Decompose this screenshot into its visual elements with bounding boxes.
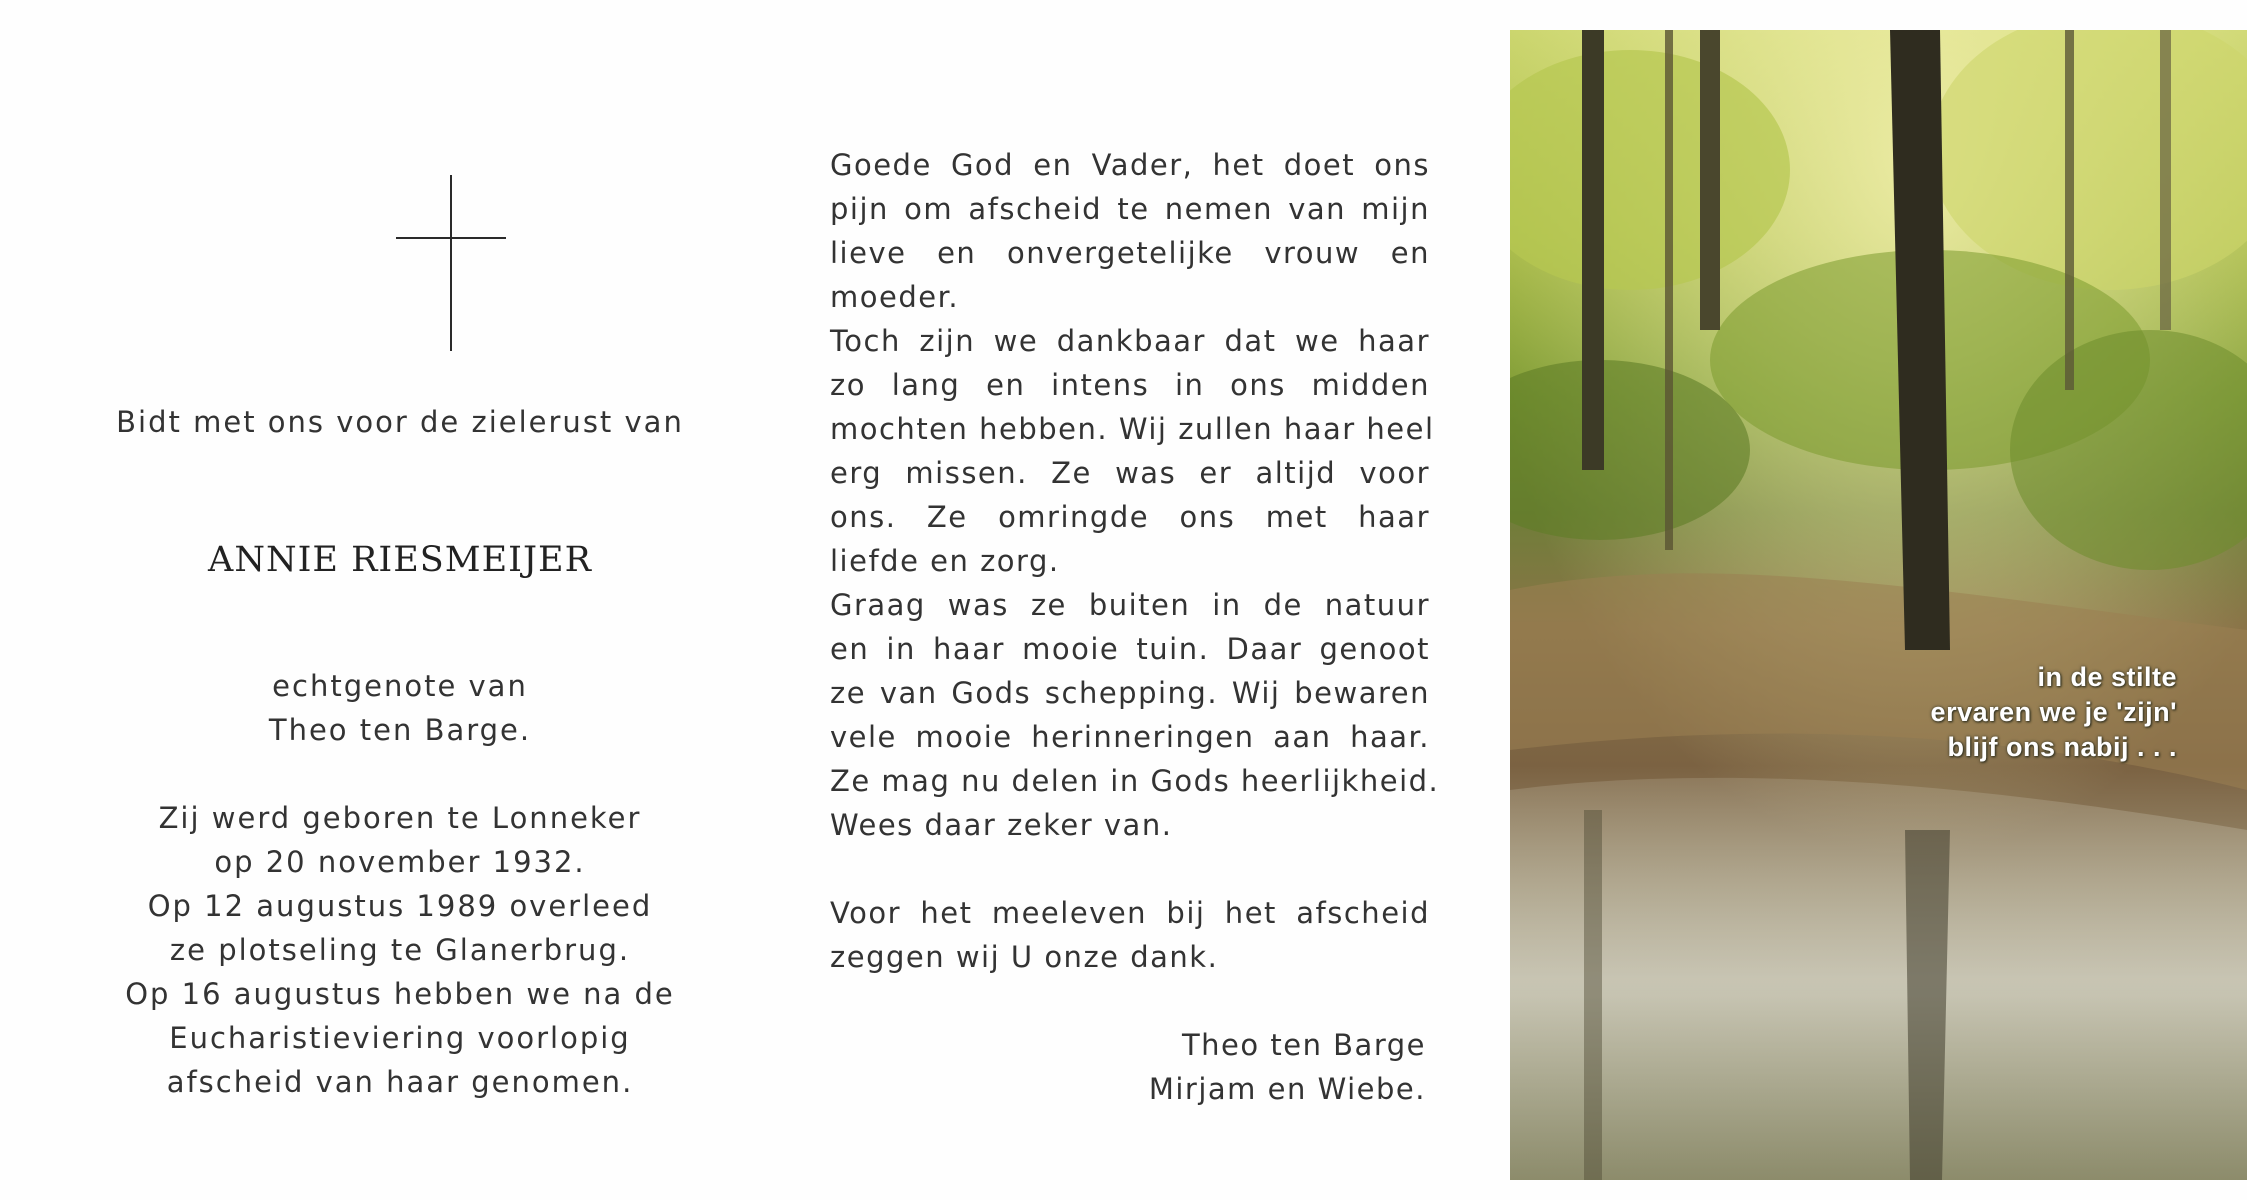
bio-line: afscheid van haar genomen. (166, 1065, 634, 1099)
prayer-line: Wees daar zeker van. (830, 808, 1173, 842)
bio-line: Op 12 augustus 1989 overleed (147, 889, 653, 923)
prayer-line: mochten hebben. Wij zullen haar heel (830, 412, 1435, 446)
prayer-line: erg missen. Ze was er altijd voor (830, 456, 1430, 490)
prayer-line: Ze mag nu delen in Gods heerlijkheid. (830, 764, 1440, 798)
prayer-line: en in haar mooie tuin. Daar genoot (830, 632, 1430, 666)
prayer-line: Graag was ze buiten in de natuur (830, 588, 1430, 622)
prayer-line: moeder. (830, 280, 960, 314)
prayer-line: ons. Ze omringde ons met haar (830, 500, 1430, 534)
prayer-line: liefde en zorg. (830, 544, 1060, 578)
thanks-line: zeggen wij U onze dank. (830, 940, 1219, 974)
signature-line: Mirjam en Wiebe. (1148, 1072, 1426, 1106)
prayer-line: pijn om afscheid te nemen van mijn (830, 192, 1430, 226)
prayer-line: Goede God en Vader, het doet ons (830, 148, 1430, 182)
deceased-name: ANNIE RIESMEIJER (208, 540, 592, 580)
caption-line: blijf ons nabij . . . (1947, 732, 2177, 762)
bio-line: Eucharistieviering voorlopig (169, 1021, 631, 1055)
prayer-line: ze van Gods schepping. Wij bewaren (830, 676, 1430, 710)
intro-text: Bidt met ons voor de zielerust van (116, 405, 684, 439)
signature (1100, 1023, 1426, 1111)
prayer-panel (830, 143, 1440, 979)
caption-line: in de stilte (2037, 662, 2177, 692)
forest-photo (1510, 30, 2247, 1180)
prayer-line: Toch zijn we dankbaar dat we haar (830, 324, 1430, 358)
bio-line: ze plotseling te Glanerbrug. (169, 933, 631, 967)
signature-line: Theo ten Barge (1181, 1028, 1426, 1062)
bio-line: op 20 november 1932. (214, 845, 586, 879)
caption-line: ervaren we je 'zijn' (1930, 697, 2177, 727)
prayer-line: lieve en onvergetelijke vrouw en (830, 236, 1430, 270)
forest-illustration (1510, 30, 2247, 1180)
bio-line: Op 16 augustus hebben we na de (125, 977, 675, 1011)
spouse-line-1: echtgenote van (272, 669, 528, 703)
prayer-line: zo lang en intens in ons midden (830, 368, 1430, 402)
photo-caption (1931, 660, 2177, 765)
prayer-line: vele mooie herinneringen aan haar. (830, 720, 1430, 754)
left-panel (60, 40, 740, 1160)
thanks-line: Voor het meeleven bij het afscheid (830, 896, 1430, 930)
spouse-line-2: Theo ten Barge. (268, 713, 532, 747)
bio-line: Zij werd geboren te Lonneker (158, 801, 642, 835)
